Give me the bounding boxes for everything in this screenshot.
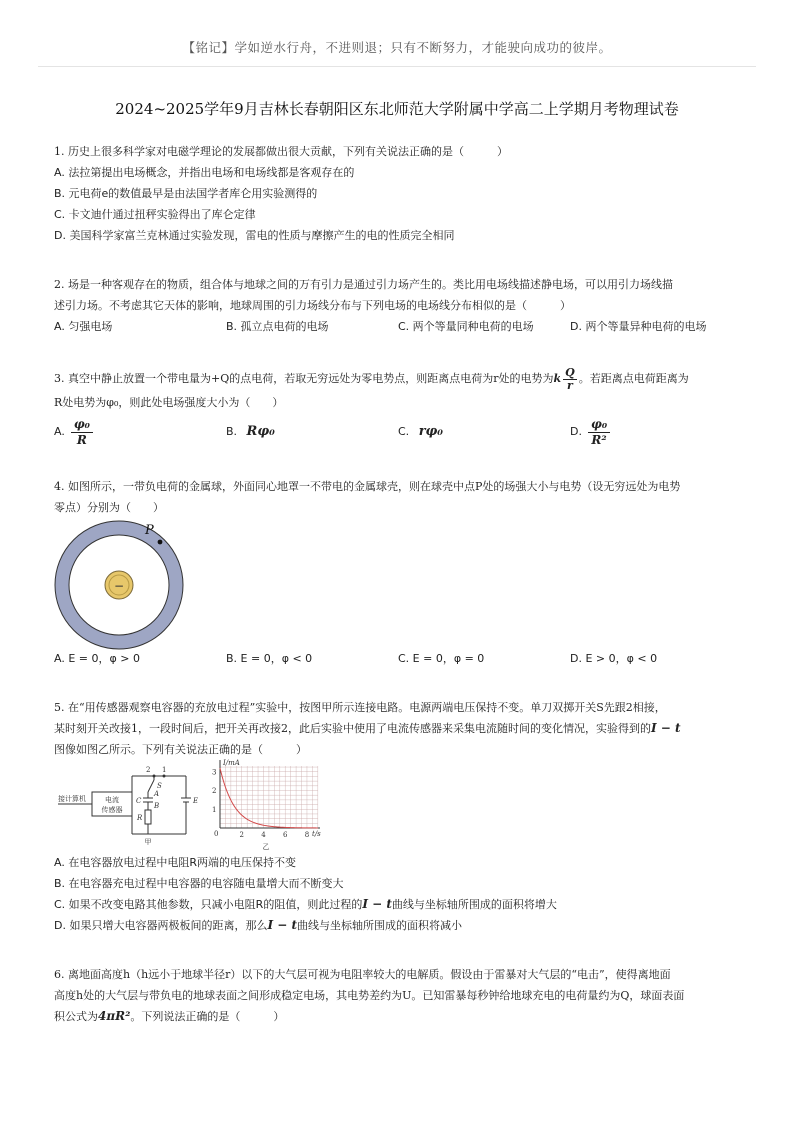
motto-banner: 【铭记】学如逆水行舟，不进则退；只有不断努力，才能驶向成功的彼岸。 bbox=[182, 40, 612, 55]
graph-y-tick-3: 3 bbox=[212, 768, 217, 777]
page-title: 2024~2025学年9月吉林长春朝阳区东北师范大学附属中学高二上学期月考物理试卷 bbox=[115, 100, 679, 118]
graph-y-axis-label: I/mA bbox=[223, 759, 240, 767]
graph-x-tick-4: 4 bbox=[261, 831, 266, 839]
question-1 bbox=[54, 141, 744, 246]
negative-charge-sign: − bbox=[113, 579, 125, 593]
question-5-stem-line1: 5. 在“用传感器观察电容器的充放电过程”实验中，按图甲所示连接电路。电源两端电压保持不变。单刀双掷开关S先跟2相接， bbox=[54, 701, 666, 714]
question-5-option-d-text-b: 曲线与坐标轴所围成的面积将减小 bbox=[297, 919, 463, 932]
question-1-option-b: B. 元电荷e的数值最早是由法国学者库仑用实验测得的 bbox=[54, 187, 318, 200]
question-4-stem-line2: 零点）分别为（ ） bbox=[54, 501, 164, 514]
circuit-label-a: A bbox=[154, 790, 160, 798]
question-3-option-b bbox=[226, 415, 398, 449]
graph-x-axis-label: t/s bbox=[312, 830, 321, 838]
question-5-option-a: A. 在电容器放电过程中电阻R两端的电压保持不变 bbox=[54, 856, 296, 869]
circuit-label-b: B bbox=[154, 802, 160, 810]
question-3-option-a-fraction bbox=[71, 417, 93, 448]
question-3-stem-a: 3. 真空中静止放置一个带电量为+Q的点电荷，若取无穷远处为零电势点，则距离点电荷为r处的电势为 bbox=[54, 372, 554, 385]
question-3-stem-b: 。若距离点电荷距离为 bbox=[578, 372, 689, 385]
question-6-stem-line2: 高度h处的大气层与带负电的地球表面之间形成稳定电场，其电势差约为U。已知雷暴每秒钟给地球充电的电荷量约为Q，球面表面 bbox=[54, 989, 685, 1002]
question-4-stem-line1: 4. 如图所示，一带负电荷的金属球，外面同心地罩一不带电的金属球壳，则在球壳中点P处的场强大小与电势（设无穷远处为电势 bbox=[54, 480, 681, 493]
question-5-it-expr: I − t bbox=[651, 721, 681, 735]
graph-x-tick-6: 6 bbox=[282, 831, 288, 839]
question-2-stem-line2: 述引力场。不考虑其它天体的影响，地球周围的引力场线分布与下列电场的电场线分布相似的是（ ） bbox=[54, 299, 571, 312]
circuit-computer-label: 接计算机 bbox=[58, 795, 86, 803]
question-3-stem-line2: R处电势为φ₀，则此处电场强度大小为（ ） bbox=[54, 396, 284, 409]
circuit-sensor-line2: 传感器 bbox=[101, 806, 123, 814]
question-3-option-c-label: C. bbox=[398, 425, 410, 438]
question-6-stem-line1: 6. 离地面高度h（h远小于地球半径r）以下的大气层可视为电阻率较大的电解质。假设由于雷暴对大气层的“电击”，使得离地面 bbox=[54, 968, 671, 981]
point-p-label: P bbox=[145, 523, 154, 538]
graph-grid bbox=[220, 766, 318, 828]
question-4-option-b: B. E = 0，φ < 0 bbox=[226, 652, 313, 665]
question-2-option-d: D. 两个等量异种电荷的电场 bbox=[570, 320, 707, 333]
question-2-option-c: C. 两个等量同种电荷的电场 bbox=[398, 320, 534, 333]
question-5-stem-line3: 图像如图乙所示。下列有关说法正确的是（ ） bbox=[54, 743, 307, 756]
question-6-stem-line3-a: 积公式为 bbox=[54, 1010, 98, 1023]
graph-y-tick-2: 2 bbox=[212, 787, 217, 795]
metal-sphere-shell-diagram bbox=[52, 518, 186, 652]
question-3-stem-line1 bbox=[54, 366, 744, 392]
question-3-option-d-den: R² bbox=[591, 432, 607, 447]
question-4 bbox=[54, 476, 744, 518]
question-6-stem-line3 bbox=[54, 1006, 744, 1027]
graph-origin: 0 bbox=[214, 830, 219, 838]
question-1-option-c: C. 卡文迪什通过扭秤实验得出了库仑定律 bbox=[54, 208, 256, 221]
question-3-option-a bbox=[54, 415, 226, 449]
question-3-option-c-expr: rφ₀ bbox=[418, 424, 443, 439]
circuit-label-2: 2 bbox=[146, 766, 151, 774]
question-3-option-d-label: D. bbox=[570, 425, 582, 438]
question-3-option-a-den: R bbox=[76, 432, 87, 447]
question-4-option-c: C. E = 0，φ = 0 bbox=[398, 652, 485, 665]
question-3-k: k bbox=[553, 372, 562, 385]
graph-x-tick-2: 2 bbox=[239, 831, 244, 839]
question-3-option-a-label: A. bbox=[54, 425, 65, 438]
question-3-option-b-label: B. bbox=[226, 425, 238, 438]
header-divider bbox=[38, 66, 756, 67]
question-5-stem-line2-text: 某时刻开关改接1，一段时间后，把开关再改接2，此后实验中使用了电流传感器来采集电流随时间的变化情况，实验得到的 bbox=[54, 722, 651, 735]
question-5-option-d-expr: I − t bbox=[267, 918, 298, 932]
circuit-label-s: S bbox=[157, 782, 162, 790]
circuit-caption: 甲 bbox=[144, 838, 152, 846]
question-4-option-a: A. E = 0，φ > 0 bbox=[54, 652, 140, 665]
question-6 bbox=[54, 964, 744, 1027]
question-5-option-b: B. 在电容器充电过程中电容器的电容随电量增大而不断变大 bbox=[54, 877, 344, 890]
question-4-options bbox=[54, 648, 744, 669]
question-5-option-d-text-a: D. 如果只增大电容器两极板间的距离，那么 bbox=[54, 919, 268, 932]
question-3-option-c bbox=[398, 415, 570, 449]
question-2-stem-line1: 2. 场是一种客观存在的物质，组合体与地球之间的万有引力是通过引力场产生的。类比用电场线描述静电场，可以用引力场线描 bbox=[54, 278, 673, 291]
graph-y-tick-1: 1 bbox=[212, 805, 217, 814]
question-3-option-a-num: φ₀ bbox=[71, 417, 93, 433]
point-p-dot bbox=[158, 540, 163, 545]
question-5-option-c-text-a: C. 如果不改变电路其他参数，只减小电阻R的阻值，则此过程的 bbox=[54, 898, 363, 911]
circuit-diagram bbox=[54, 762, 204, 846]
question-5-stem-line2 bbox=[54, 718, 744, 739]
question-3-potential-fraction bbox=[563, 367, 577, 392]
question-4-option-d: D. E > 0，φ < 0 bbox=[570, 652, 658, 665]
question-5-options bbox=[54, 852, 744, 936]
current-time-graph bbox=[208, 756, 328, 852]
circuit-label-e: E bbox=[193, 797, 199, 805]
question-6-stem-line3-b: 。下列说法正确的是（ ） bbox=[130, 1010, 285, 1023]
circuit-sensor-line1: 电流 bbox=[105, 796, 119, 804]
question-3 bbox=[54, 366, 744, 449]
graph-x-tick-8: 8 bbox=[304, 831, 310, 839]
graph-caption: 乙 bbox=[262, 843, 270, 851]
question-1-stem: 1. 历史上很多科学家对电磁学理论的发展都做出很大贡献，下列有关说法正确的是（ ） bbox=[54, 145, 508, 158]
question-3-option-d bbox=[570, 415, 742, 449]
question-3-denominator: r bbox=[567, 378, 573, 392]
question-6-area-formula: 4πR² bbox=[98, 1009, 131, 1023]
question-2 bbox=[54, 274, 744, 337]
question-5 bbox=[54, 697, 744, 760]
question-5-option-c-expr: I − t bbox=[362, 897, 392, 911]
circuit-label-r: R bbox=[137, 814, 143, 822]
question-2-option-a: A. 匀强电场 bbox=[54, 320, 113, 333]
question-1-option-d: D. 美国科学家富兰克林通过实验发现，雷电的性质与摩擦产生的电的性质完全相同 bbox=[54, 229, 455, 242]
question-3-option-b-expr: Rφ₀ bbox=[246, 424, 275, 439]
question-5-option-c bbox=[54, 894, 744, 915]
question-3-option-d-fraction bbox=[588, 417, 610, 448]
question-5-option-c-text-b: 曲线与坐标轴所围成的面积将增大 bbox=[391, 898, 557, 911]
question-3-numerator: Q bbox=[565, 365, 575, 379]
question-1-option-a: A. 法拉第提出电场概念，并指出电场和电场线都是客观存在的 bbox=[54, 166, 355, 179]
question-5-option-d bbox=[54, 915, 744, 936]
question-2-option-b: B. 孤立点电荷的电场 bbox=[226, 320, 329, 333]
question-3-option-d-num: φ₀ bbox=[588, 417, 610, 433]
circuit-label-c: C bbox=[136, 797, 142, 805]
circuit-label-1: 1 bbox=[162, 766, 167, 774]
